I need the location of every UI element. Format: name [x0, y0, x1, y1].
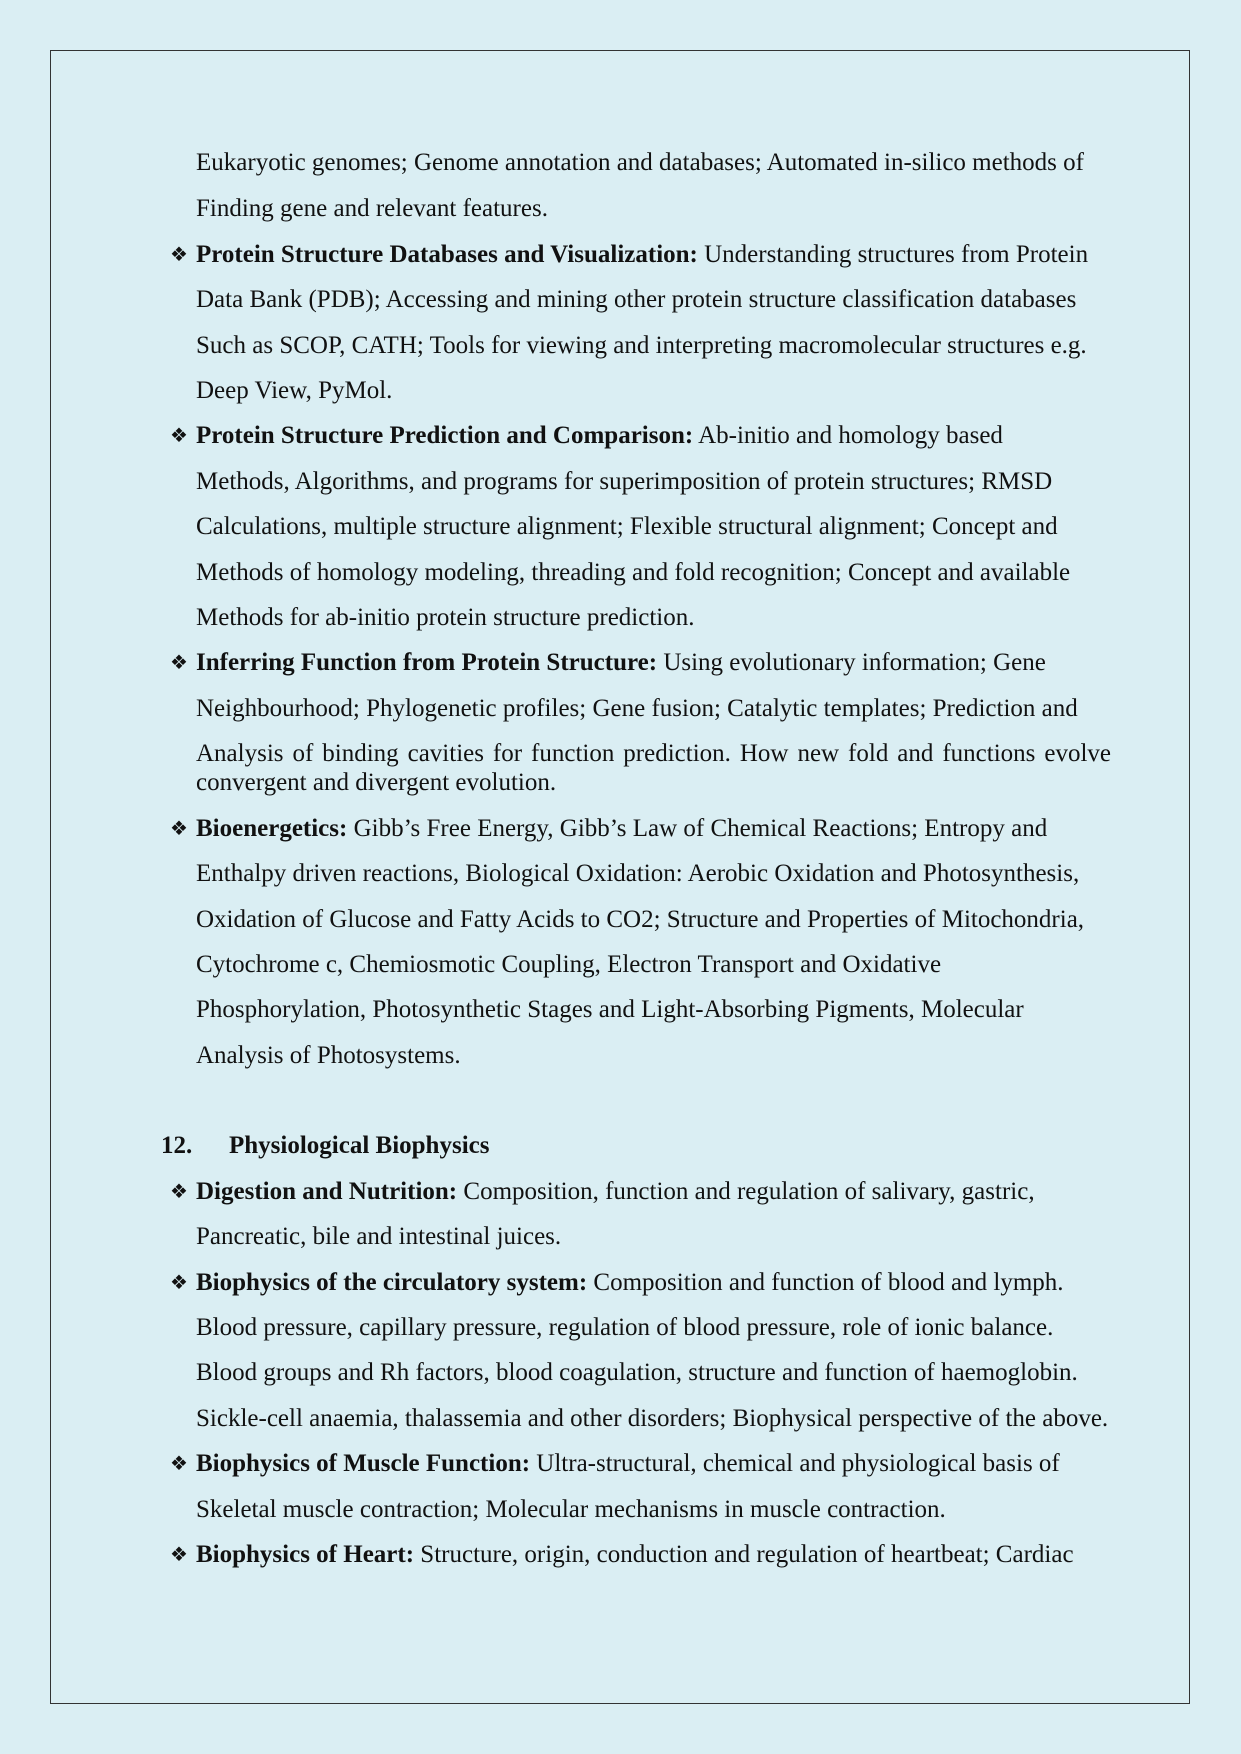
item-title: Biophysics of Heart:: [196, 1541, 415, 1568]
item-line: Enthalpy driven reactions, Biological Oxidation: Aerobic Oxidation and Photosynthesis,: [196, 860, 1080, 887]
item-line: Phosphorylation, Photosynthetic Stages and Light-Absorbing Pigments, Molecular: [196, 996, 1024, 1023]
diamond-bullet-icon: ❖: [170, 1453, 188, 1475]
item-text: Ab-initio and homology based: [693, 422, 1003, 449]
item-line: Neighbourhood; Phylogenetic profiles; Gene fusion; Catalytic templates; Prediction and: [196, 695, 1078, 722]
list-item: [170, 421, 1003, 451]
item-line: Oxidation of Glucose and Fatty Acids to CO2; Structure and Properties of Mitochondria,: [196, 906, 1085, 933]
item-title: Protein Structure Databases and Visualization:: [196, 241, 698, 268]
list-item: [170, 648, 1046, 678]
item-line: Sickle-cell anaemia, thalassemia and other disorders; Biophysical perspective of the above.: [196, 1405, 1109, 1432]
diamond-bullet-icon: ❖: [170, 1544, 188, 1566]
item-line: Cytochrome c, Chemiosmotic Coupling, Electron Transport and Oxidative: [196, 951, 942, 978]
list-item: [170, 1449, 1060, 1479]
item-text: Composition, function and regulation of salivary, gastric,: [457, 1178, 1035, 1205]
list-item: [170, 1177, 1035, 1207]
section-number: 12.: [161, 1132, 193, 1159]
list-item: [170, 814, 1048, 844]
item-line: Data Bank (PDB); Accessing and mining other protein structure classification databases: [196, 286, 1077, 313]
item-line: convergent and divergent evolution.: [196, 769, 557, 796]
item-line: Methods, Algorithms, and programs for superimposition of protein structures; RMSD: [196, 468, 1053, 495]
item-title: Biophysics of Muscle Function:: [196, 1450, 531, 1477]
diamond-bullet-icon: ❖: [170, 1272, 188, 1294]
item-line: Analysis of binding cavities for function prediction. How new fold and functions evolve: [196, 740, 1111, 767]
item-line: Deep View, PyMol.: [196, 377, 393, 404]
intro-line: Finding gene and relevant features.: [196, 195, 548, 222]
item-text: Using evolutionary information; Gene: [657, 649, 1046, 676]
item-text: Ultra-structural, chemical and physiological basis of: [530, 1450, 1060, 1477]
item-line: Pancreatic, bile and intestinal juices.: [196, 1223, 562, 1250]
list-item: [170, 240, 1089, 270]
diamond-bullet-icon: ❖: [170, 1181, 188, 1203]
item-line: Methods of homology modeling, threading and fold recognition; Concept and available: [196, 559, 1071, 586]
section-heading: [161, 1131, 489, 1161]
item-line: Blood pressure, capillary pressure, regulation of blood pressure, role of ionic balance.: [196, 1314, 1054, 1341]
item-line: Analysis of Photosystems.: [196, 1042, 461, 1069]
diamond-bullet-icon: ❖: [170, 818, 188, 840]
section-title: Physiological Biophysics: [229, 1132, 490, 1159]
intro-line: Eukaryotic genomes; Genome annotation and databases; Automated in-silico methods of: [196, 149, 1084, 176]
item-title: Protein Structure Prediction and Comparison:: [196, 422, 694, 449]
item-title: Biophysics of the circulatory system:: [196, 1269, 588, 1296]
item-text: Understanding structures from Protein: [697, 241, 1089, 268]
item-line: Such as SCOP, CATH; Tools for viewing and interpreting macromolecular structures e.g.: [196, 332, 1087, 359]
item-title: Bioenergetics:: [196, 815, 348, 842]
item-text: Gibb’s Free Energy, Gibb’s Law of Chemical Reactions; Entropy and: [347, 815, 1048, 842]
item-title: Digestion and Nutrition:: [196, 1178, 458, 1205]
diamond-bullet-icon: ❖: [170, 652, 188, 674]
item-title: Inferring Function from Protein Structure:: [196, 649, 658, 676]
item-line: Blood groups and Rh factors, blood coagulation, structure and function of haemoglobin.: [196, 1359, 1078, 1386]
item-text: Structure, origin, conduction and regulation of heartbeat; Cardiac: [414, 1541, 1074, 1568]
item-text: Composition and function of blood and lymph.: [587, 1269, 1064, 1296]
item-line: Skeletal muscle contraction; Molecular mechanisms in muscle contraction.: [196, 1496, 946, 1523]
diamond-bullet-icon: ❖: [170, 244, 188, 266]
list-item: [170, 1540, 1074, 1570]
diamond-bullet-icon: ❖: [170, 425, 188, 447]
item-line: Methods for ab-initio protein structure prediction.: [196, 604, 695, 631]
item-line: Calculations, multiple structure alignment; Flexible structural alignment; Concept and: [196, 513, 1058, 540]
list-item: [170, 1268, 1064, 1298]
